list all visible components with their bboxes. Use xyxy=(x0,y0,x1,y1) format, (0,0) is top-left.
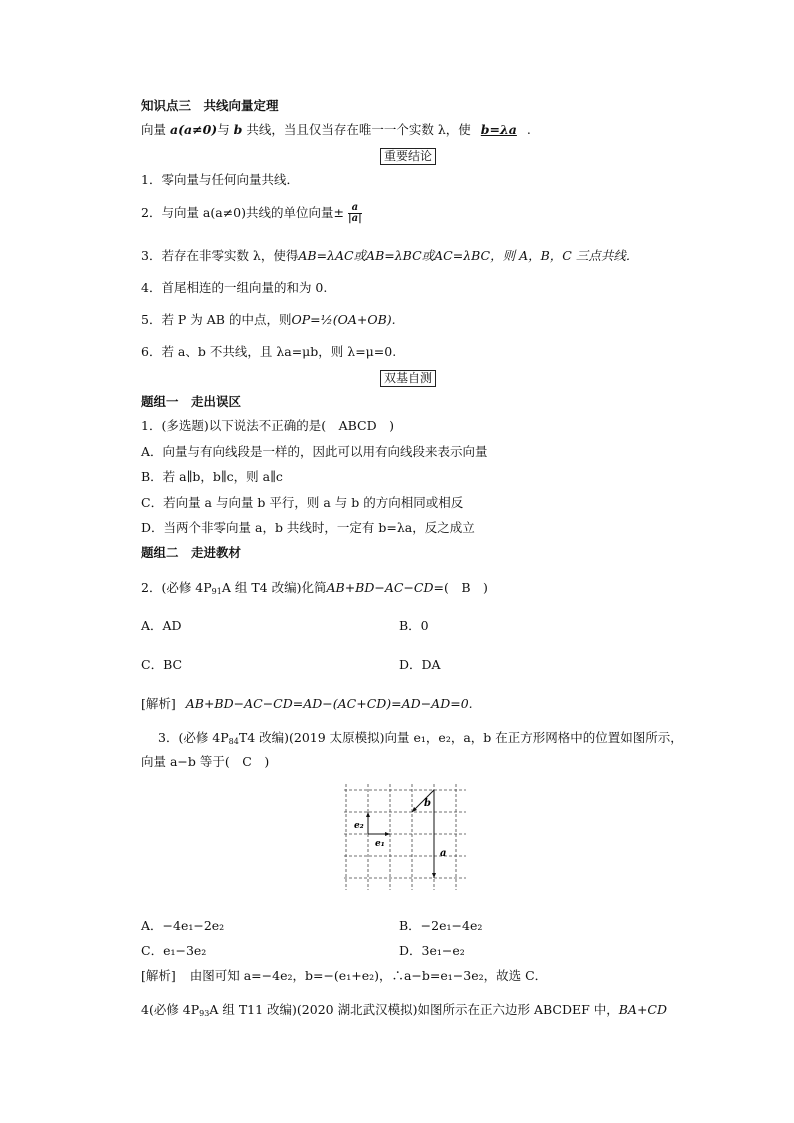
theorem-mid: 与 xyxy=(217,122,234,137)
q1-option-a: A．向量与有向线段是一样的，因此可以用有向线段来表示向量 xyxy=(141,444,488,459)
q2-option-d: D．DA xyxy=(399,657,441,672)
vector-a-arrowhead xyxy=(432,873,436,878)
q4-stem xyxy=(141,1002,667,1022)
important-item-3 xyxy=(141,248,638,264)
q2-analysis xyxy=(141,696,473,712)
q4-stem-pre: 4(必修 4P xyxy=(141,1002,200,1017)
unit-vector-fraction xyxy=(348,203,362,224)
grid-lines xyxy=(344,784,466,890)
q1-option-b: B．若 a∥b，b∥c，则 a∥c xyxy=(141,469,283,484)
theorem-cond: a(a≠0) xyxy=(169,122,218,137)
theorem-statement xyxy=(141,122,531,138)
q2-option-b: B．0 xyxy=(399,618,429,633)
q3-analysis xyxy=(141,968,547,984)
q3-analysis-text: 由图可知 a=−4e₂，b=−(e₁+e₂)，∴a−b=e₁−3e₂，故选 C． xyxy=(189,968,548,983)
q1-option-c: C．若向量 a 与向量 b 平行，则 a 与 b 的方向相同或相反 xyxy=(141,495,464,510)
q3-stem-sub: 84 xyxy=(228,737,239,746)
vector-e1-arrowhead xyxy=(385,832,390,836)
q3-option-b: B．−2e₁−4e₂ xyxy=(399,918,483,933)
vector-grid-figure xyxy=(340,782,470,894)
important-badge: 重要结论 xyxy=(380,148,436,165)
important-item-6: 6．若 a、b 不共线，且 λa=μb，则 λ=μ=0. xyxy=(141,344,397,359)
important-item-2 xyxy=(141,203,362,224)
q3-stem-rest: T4 改编)(2019 太原模拟)向量 e₁，e₂，a，b 在正方形网格中的位置如图所示， xyxy=(238,730,683,745)
q2-stem-mid: A 组 T4 改编)化简 xyxy=(221,580,327,595)
important-item-3-expr: AB=λAC或AB=λBC或AC=λBC，则 A，B，C 三点共线． xyxy=(298,248,639,263)
theorem-end: . xyxy=(526,122,531,137)
important-item-3-text: 3．若存在非零实数 λ，使得 xyxy=(141,248,299,263)
q2-option-a: A．AD xyxy=(141,618,182,633)
review-badge: 双基自测 xyxy=(380,370,436,387)
q2-stem-expr: AB+BD−AC−CD xyxy=(326,580,434,595)
section-heading: 知识点三 共线向量定理 xyxy=(141,98,279,113)
frac-numerator: a xyxy=(348,203,362,214)
q4-stem-sub: 93 xyxy=(199,1009,210,1018)
q3-stem-pre: 3．(必修 4P xyxy=(158,730,229,745)
label-e1: e₁ xyxy=(375,839,385,849)
q2-stem-sub: 91 xyxy=(211,587,222,596)
q2-stem-end: =( B ) xyxy=(433,580,488,595)
theorem-b: b xyxy=(233,122,243,137)
q3-stem xyxy=(158,730,683,750)
group1-title: 题组一 走出误区 xyxy=(141,394,242,409)
important-item-5-text: 5．若 P 为 AB 的中点，则 xyxy=(141,312,292,327)
q2-stem xyxy=(141,580,488,600)
theorem-answer-blank: b=λa xyxy=(480,122,517,137)
q3-option-c: C．e₁−3e₂ xyxy=(141,943,207,958)
important-item-2-text: 2．与向量 a(a≠0)共线的单位向量± xyxy=(141,205,344,220)
label-b: b xyxy=(424,798,431,809)
label-e2: e₂ xyxy=(354,821,364,831)
q1-option-d: D．当两个非零向量 a，b 共线时，一定有 b=λa，反之成立 xyxy=(141,520,475,535)
frac-denominator: |a| xyxy=(347,213,362,224)
important-item-4: 4．首尾相连的一组向量的和为 0. xyxy=(141,280,328,295)
q3-analysis-label: [解析] xyxy=(141,968,176,983)
theorem-post: 共线，当且仅当存在唯一一个实数 λ，使 xyxy=(242,122,471,137)
q3-option-a: A．−4e₁−2e₂ xyxy=(141,918,225,933)
q2-option-c: C．BC xyxy=(141,657,183,672)
theorem-pre: 向量 xyxy=(141,122,170,137)
q4-stem-rest: A 组 T11 改编)(2020 湖北武汉模拟)如图所示在正六边形 ABCDEF 中， xyxy=(209,1002,619,1017)
q2-analysis-text: AB+BD−AC−CD=AD−(AC+CD)=AD−AD=0. xyxy=(185,696,473,711)
vector-e2-arrowhead xyxy=(366,812,370,817)
q4-stem-expr: BA+CD xyxy=(618,1002,668,1017)
q2-analysis-label: [解析] xyxy=(141,696,176,711)
group2-title: 题组二 走进教材 xyxy=(141,545,242,560)
q3-option-d: D．3e₁−e₂ xyxy=(399,943,465,958)
q2-stem-pre: 2．(必修 4P xyxy=(141,580,212,595)
important-item-5 xyxy=(141,312,396,328)
label-a: a xyxy=(440,848,447,859)
important-item-5-expr: OP=½(OA+OB). xyxy=(291,312,396,327)
q1-stem: 1．(多选题)以下说法不正确的是( ABCD ) xyxy=(141,418,394,433)
important-item-1: 1．零向量与任何向量共线． xyxy=(141,172,299,187)
q3-stem-line2: 向量 a−b 等于( C ) xyxy=(141,754,270,769)
